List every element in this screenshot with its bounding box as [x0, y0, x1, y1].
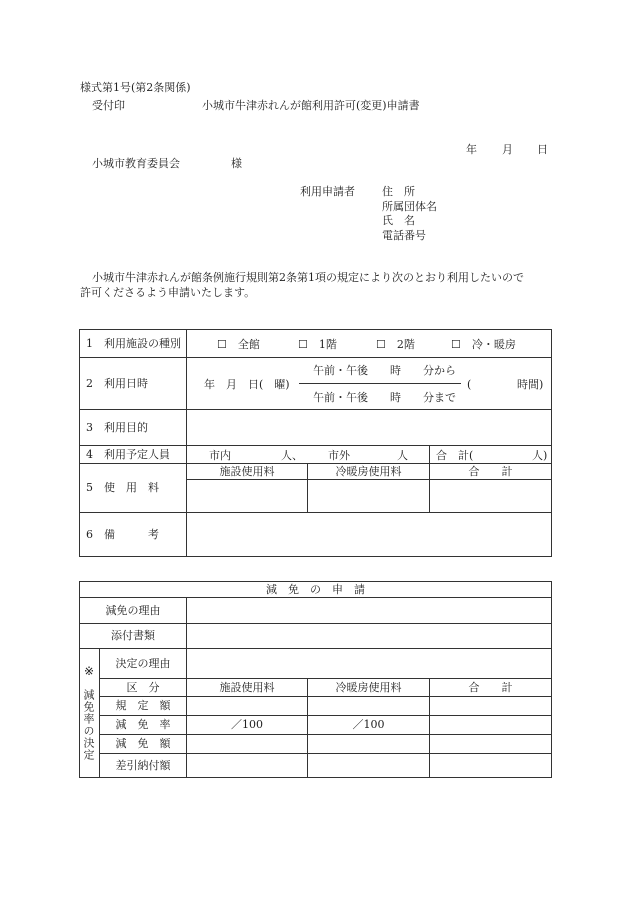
reduction-header-row	[80, 582, 552, 598]
reduction-decision-vertical: 減免率の決定	[82, 689, 95, 761]
reduction-col-header-row	[80, 679, 552, 697]
honorific: 様	[231, 157, 242, 170]
time-divider	[299, 383, 461, 384]
attachments-row	[80, 624, 552, 649]
option-2f[interactable]: ☐ 2階	[376, 338, 415, 351]
attachments-label: 添付書類	[80, 624, 187, 649]
applicant-name-label: 氏 名	[382, 214, 415, 227]
total-label: 合 計(	[436, 449, 474, 462]
purpose-input[interactable]	[187, 410, 552, 446]
out-city-unit: 人	[397, 449, 408, 462]
reduction-rate-label: 減 免 率	[100, 716, 187, 735]
fee-header-row	[80, 464, 552, 480]
fee-total-header: 合 計	[430, 464, 552, 480]
amount-ac-input[interactable]	[308, 735, 430, 754]
fee-label: 5 使 用 料	[80, 464, 187, 513]
out-city-label: 市外	[328, 449, 350, 462]
people-city-cell[interactable]	[187, 446, 430, 464]
standard-amount-row	[80, 697, 552, 716]
payable-ac-input[interactable]	[308, 754, 430, 778]
intro-line-1: 小城市牛津赤れんが館条例施行規則第2条第1項の規定により次のとおり利用したいので	[92, 271, 524, 284]
document-title: 小城市牛津赤れんが館利用許可(変更)申請書	[202, 99, 420, 112]
date-month: 月	[502, 143, 513, 156]
hours-open-paren: (	[467, 378, 472, 391]
note-mark: ※	[84, 664, 95, 678]
reduction-total-header: 合 計	[430, 679, 552, 697]
option-1f[interactable]: ☐ 1階	[298, 338, 337, 351]
rate-total-input[interactable]	[430, 716, 552, 735]
datetime-label: 2 利用日時	[80, 358, 187, 410]
time-to: 午前・午後 時 分まで	[313, 391, 456, 404]
fee-ac-input[interactable]	[308, 480, 430, 513]
fee-facility-header: 施設使用料	[187, 464, 308, 480]
facility-label: 1 利用施設の種別	[80, 330, 187, 358]
remarks-label: 6 備 考	[80, 513, 187, 557]
rate-ac-input[interactable]: ／100	[308, 716, 430, 735]
payable-facility-input[interactable]	[187, 754, 308, 778]
rate-facility-input[interactable]: ／100	[187, 716, 308, 735]
payable-total-input[interactable]	[430, 754, 552, 778]
in-city-label: 市内	[209, 449, 231, 462]
people-total-cell[interactable]	[430, 446, 552, 464]
reduction-ac-header: 冷暖房使用料	[308, 679, 430, 697]
facility-row	[80, 330, 552, 358]
reduction-facility-header: 施設使用料	[187, 679, 308, 697]
date-year: 年	[466, 143, 477, 156]
purpose-label: 3 利用目的	[80, 410, 187, 446]
people-row	[80, 446, 552, 464]
purpose-row	[80, 410, 552, 446]
reduction-reason-input[interactable]	[187, 598, 552, 624]
option-all-floors[interactable]: ☐ 全館	[217, 338, 260, 351]
decision-reason-input[interactable]	[187, 649, 552, 679]
fee-facility-input[interactable]	[187, 480, 308, 513]
category-header: 区 分	[100, 679, 187, 697]
applicant-address-label: 住 所	[382, 185, 415, 198]
reception-stamp-label: 受付印	[92, 99, 125, 112]
people-label: 4 利用予定人員	[80, 446, 187, 464]
payable-row	[80, 754, 552, 778]
datetime-cell[interactable]	[187, 358, 552, 410]
remarks-row	[80, 513, 552, 557]
date-day: 日	[537, 143, 548, 156]
addressee: 小城市教育委員会	[92, 157, 180, 170]
applicant-label: 利用申請者	[300, 185, 355, 198]
reduction-header: 減 免 の 申 請	[80, 582, 552, 598]
amount-facility-input[interactable]	[187, 735, 308, 754]
facility-options	[187, 330, 552, 358]
remarks-input[interactable]	[187, 513, 552, 557]
form-number: 様式第1号(第2条関係)	[80, 81, 191, 94]
reduction-reason-label: 減免の理由	[80, 598, 187, 624]
reduction-decision-column	[80, 649, 100, 778]
reduction-reason-row	[80, 598, 552, 624]
date-fields: 年 月 日( 曜)	[204, 378, 290, 391]
standard-total-input[interactable]	[430, 697, 552, 716]
fee-ac-header: 冷暖房使用料	[308, 464, 430, 480]
standard-facility-input[interactable]	[187, 697, 308, 716]
applicant-phone-label: 電話番号	[382, 229, 426, 242]
datetime-row	[80, 358, 552, 410]
applicant-group-label: 所属団体名	[382, 200, 437, 213]
decision-reason-row	[80, 649, 552, 679]
reduction-amount-label: 減 免 額	[100, 735, 187, 754]
reduction-amount-row	[80, 735, 552, 754]
total-unit: 人)	[532, 449, 548, 462]
time-from: 午前・午後 時 分から	[313, 364, 456, 377]
reduction-table	[79, 581, 552, 778]
in-city-unit: 人、	[281, 449, 303, 462]
attachments-input[interactable]	[187, 624, 552, 649]
hours-unit: 時間)	[517, 378, 544, 391]
fee-total-input[interactable]	[430, 480, 552, 513]
intro-line-2: 許可くださるよう申請いたします。	[80, 286, 256, 299]
payable-label: 差引納付額	[100, 754, 187, 778]
option-air-conditioning[interactable]: ☐ 冷・暖房	[451, 338, 516, 351]
amount-total-input[interactable]	[430, 735, 552, 754]
application-table	[79, 329, 552, 557]
reduction-rate-row	[80, 716, 552, 735]
decision-reason-label: 決定の理由	[100, 649, 187, 679]
standard-amount-label: 規 定 額	[100, 697, 187, 716]
standard-ac-input[interactable]	[308, 697, 430, 716]
